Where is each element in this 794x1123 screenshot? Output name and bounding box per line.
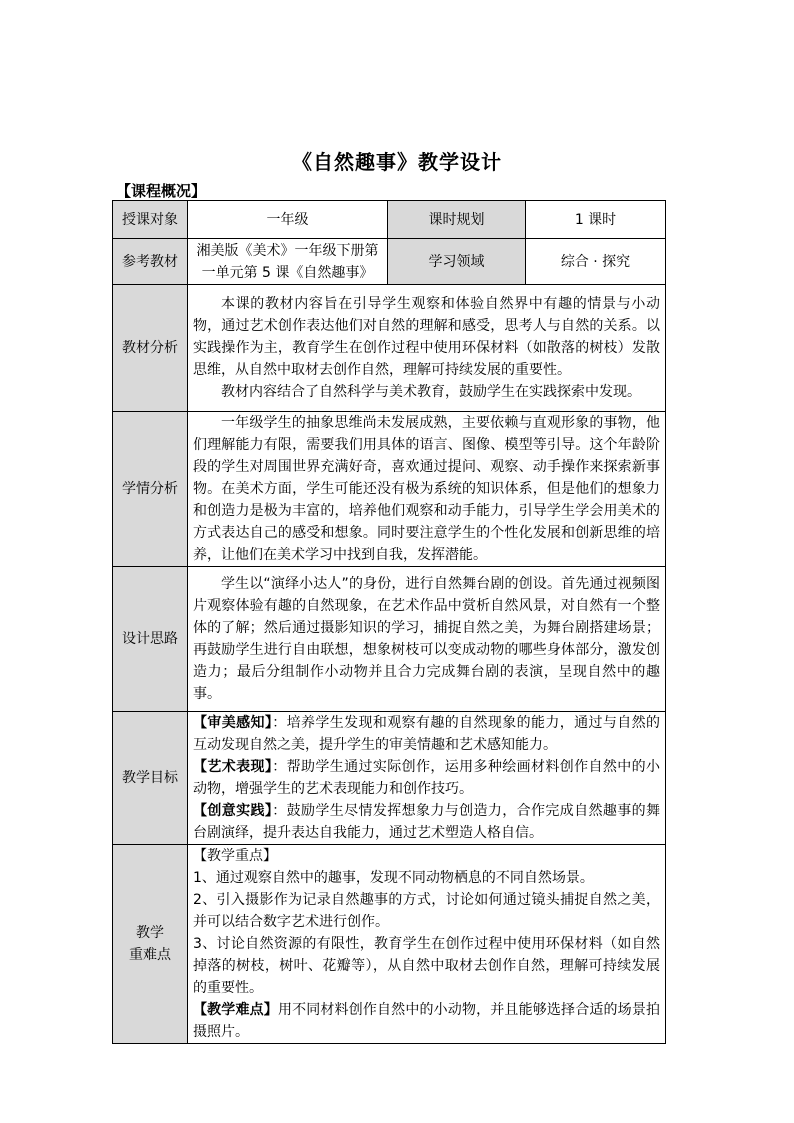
content-student-analysis: [188, 412, 666, 567]
material-analysis-paragraph-2: 教材内容结合了自然科学与美术教育，鼓励学生在实践探索中发现。: [221, 384, 641, 400]
row-material-analysis: [113, 285, 666, 412]
row-student-analysis: [113, 412, 666, 567]
row-design-idea: [113, 567, 666, 712]
key-points-heading: 【教学重点】: [193, 848, 277, 864]
goal-expression-text: ：帮助学生通过实际创作，运用多种绘画材料创作自然中的小动物，增强学生的艺术表现能力和创作技巧。: [193, 759, 660, 797]
row-key-points: [113, 845, 666, 1044]
key-point-item-3: 3、讨论自然资源的有限性，教育学生在创作过程中使用环保材料（如自然掉落的树枝，树叶、花瓣等），从自然中取材去创作自然，理解可持续发展的重要性。: [193, 936, 660, 996]
document-title: 《自然趣事》教学设计: [292, 150, 502, 174]
label-audience: 授课对象: [113, 201, 188, 239]
label-field: 学习领域: [388, 239, 526, 285]
difficulty-line: [193, 999, 660, 1043]
goal-creative-text: ：鼓励学生尽情发挥想象力与创造力，合作完成自然趣事的舞台剧演绎，提升表达自我能力，通过艺术塑造人格自信。: [193, 803, 660, 841]
design-idea-paragraph: 学生以“演绎小达人”的身份，进行自然舞台剧的创设。首先通过视频图片观察体验有趣的自然现象，在艺术作品中赏析自然风景，对自然有一个整体的了解；然后通过摄影知识的学习，捕捉自然之美，为舞台剧搭建场景；再鼓励学生进行自由联想，想象树枝可以变成动物的哪些身体部分，激发创造力；最后分组制作小动物并且合力完成舞台剧的表演，呈现自然中的趣事。: [193, 576, 660, 702]
key-point-item-2: 2、引入摄影作为记录自然趣事的方式，讨论如何通过镜头捕捉自然之美，并可以结合数字艺术进行创作。: [193, 892, 660, 930]
value-audience: 一年级: [188, 201, 388, 239]
value-field: 综合 · 探究: [526, 239, 666, 285]
label-teaching-goals: 教学目标: [113, 712, 188, 845]
goal-aesthetic-tag: 【审美感知】: [193, 715, 273, 731]
lesson-plan-table: [112, 200, 666, 1044]
row-teaching-goals: [113, 712, 666, 845]
content-teaching-goals: [188, 712, 666, 845]
row-textbook: [113, 239, 666, 285]
goal-aesthetic: [193, 712, 660, 756]
goal-expression: [193, 756, 660, 800]
textbook-line-2: 一单元第 5 课《自然趣事》: [201, 264, 374, 281]
material-analysis-paragraph-1: 本课的教材内容旨在引导学生观察和体验自然界中有趣的情景与小动物，通过艺术创作表达他们对自然的理解和感受，思考人与自然的关系。以实践操作为主，教育学生在创作过程中使用环保材料（如散落的树枝）发散思维，从自然中取材去创作自然，理解可持续发展的重要性。: [193, 296, 660, 378]
label-key-points: [113, 845, 188, 1044]
goal-aesthetic-text: ：培养学生发现和观察有趣的自然现象的能力，通过与自然的互动发现自然之美，提升学生的审美情趣和艺术感知能力。: [193, 715, 660, 753]
label-student-analysis: 学情分析: [113, 412, 188, 567]
row-audience: [113, 201, 666, 239]
section-label-course-overview: 【课程概况】: [116, 182, 207, 200]
label-schedule: 课时规划: [388, 201, 526, 239]
content-material-analysis: [188, 285, 666, 412]
textbook-line-1: 湘美版《美术》一年级下册第: [196, 242, 379, 259]
key-point-item-1: 1、通过观察自然中的趣事，发现不同动物栖息的不同自然场景。: [193, 870, 594, 886]
label-textbook: 参考教材: [113, 239, 188, 285]
value-textbook: [188, 239, 388, 285]
goal-creative-tag: 【创意实践】: [193, 803, 273, 819]
content-key-points: [188, 845, 666, 1044]
value-schedule: 1 课时: [526, 201, 666, 239]
key-points-label-line-2: 重难点: [129, 947, 171, 963]
difficulty-text: 用不同材料创作自然中的小动物，并且能够选择合适的场景拍摄照片。: [193, 1002, 660, 1040]
student-analysis-paragraph: 一年级学生的抽象思维尚未发展成熟，主要依赖与直观形象的事物，他们理解能力有限，需要我们用具体的语言、图像、模型等引导。这个年龄阶段的学生对周围世界充满好奇，喜欢通过提问、观察、动手操作来探索新事物。在美术方面，学生可能还没有极为系统的知识体系，但是他们的想象力和创造力是极为丰富的，培养他们观察和动手能力，引导学生学会用美术的方式表达自己的感受和想象。同时要注意学生的个性化发展和创新思维的培养，让他们在美术学习中找到自我，发挥潜能。: [193, 415, 660, 563]
content-design-idea: [188, 567, 666, 712]
difficulty-tag: 【教学难点】: [193, 1002, 278, 1018]
label-material-analysis: 教材分析: [113, 285, 188, 412]
label-design-idea: 设计思路: [113, 567, 188, 712]
goal-creative: [193, 800, 660, 844]
goal-expression-tag: 【艺术表现】: [193, 759, 273, 775]
key-points-label-line-1: 教学: [136, 925, 164, 941]
